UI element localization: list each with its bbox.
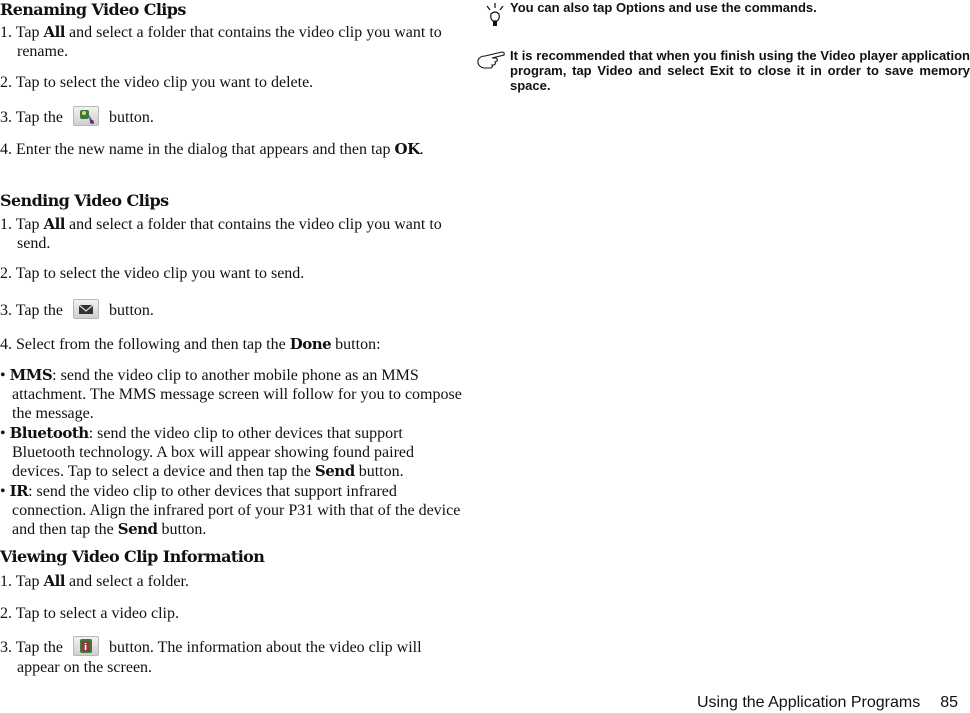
footer-chapter: Using the Application Programs [696, 694, 921, 711]
rename-button[interactable] [73, 106, 99, 126]
bullet-bluetooth: • Bluetooth: send the video clip to other devices that support Bluetooth technology. A box will appear showing found paired devices. Tap to select a device and then tap the Send button. [0, 424, 415, 480]
recommendation-note: It is recommended that when you finish using the Video player application program, tap Video and select Exit to close it in order to save memory space. [510, 48, 970, 93]
viewing-step-3: 3. Tap the i button. The information about the video clip will appear on the screen. [0, 638, 462, 677]
bullet-mms: • MMS: send the video clip to another mobile phone as an MMS attachment. The MMS message screen will follow for you to compose the message. [0, 366, 462, 422]
page-number: 85 [940, 694, 958, 711]
svg-text:a: a [90, 118, 95, 126]
tip-note: You can also tap Options and use the commands. [510, 0, 817, 15]
heading-sending: Sending Video Clips [0, 191, 169, 210]
rename-icon [76, 107, 96, 125]
renaming-step-1: 1. Tap All and select a folder that contains the video clip you want to rename. [0, 23, 442, 60]
info-button[interactable] [73, 636, 99, 656]
page-footer [697, 694, 958, 712]
pointing-hand-icon [476, 48, 508, 70]
heading-viewing: Viewing Video Clip Information [0, 547, 265, 566]
bullet-ir: • IR: send the video clip to other devices that support infrared connection. Align the infrared port of your P31 with that of the device and then tap the Send button. [0, 482, 461, 538]
envelope-icon [76, 300, 96, 318]
renaming-step-4: 4. Enter the new name in the dialog that appears and then tap OK. [0, 140, 424, 158]
heading-renaming: Renaming Video Clips [0, 0, 186, 19]
sending-step-2: 2. Tap to select the video clip you want to send. [0, 265, 305, 282]
renaming-step-2: 2. Tap to select the video clip you want to delete. [0, 74, 314, 91]
renaming-step-3: 3. Tap the a button. [0, 108, 462, 128]
sending-step-3: 3. Tap the button. [0, 301, 462, 321]
viewing-step-1: 1. Tap All and select a folder. [0, 572, 189, 590]
lightbulb-icon [482, 2, 508, 28]
svg-text:i: i [84, 643, 88, 654]
sending-step-4: 4. Select from the following and then tap the Done button: [0, 335, 381, 353]
info-icon [76, 637, 96, 655]
send-button[interactable] [73, 299, 99, 319]
viewing-step-2: 2. Tap to select a video clip. [0, 605, 179, 622]
sending-step-1: 1. Tap All and select a folder that contains the video clip you want to send. [0, 215, 442, 252]
